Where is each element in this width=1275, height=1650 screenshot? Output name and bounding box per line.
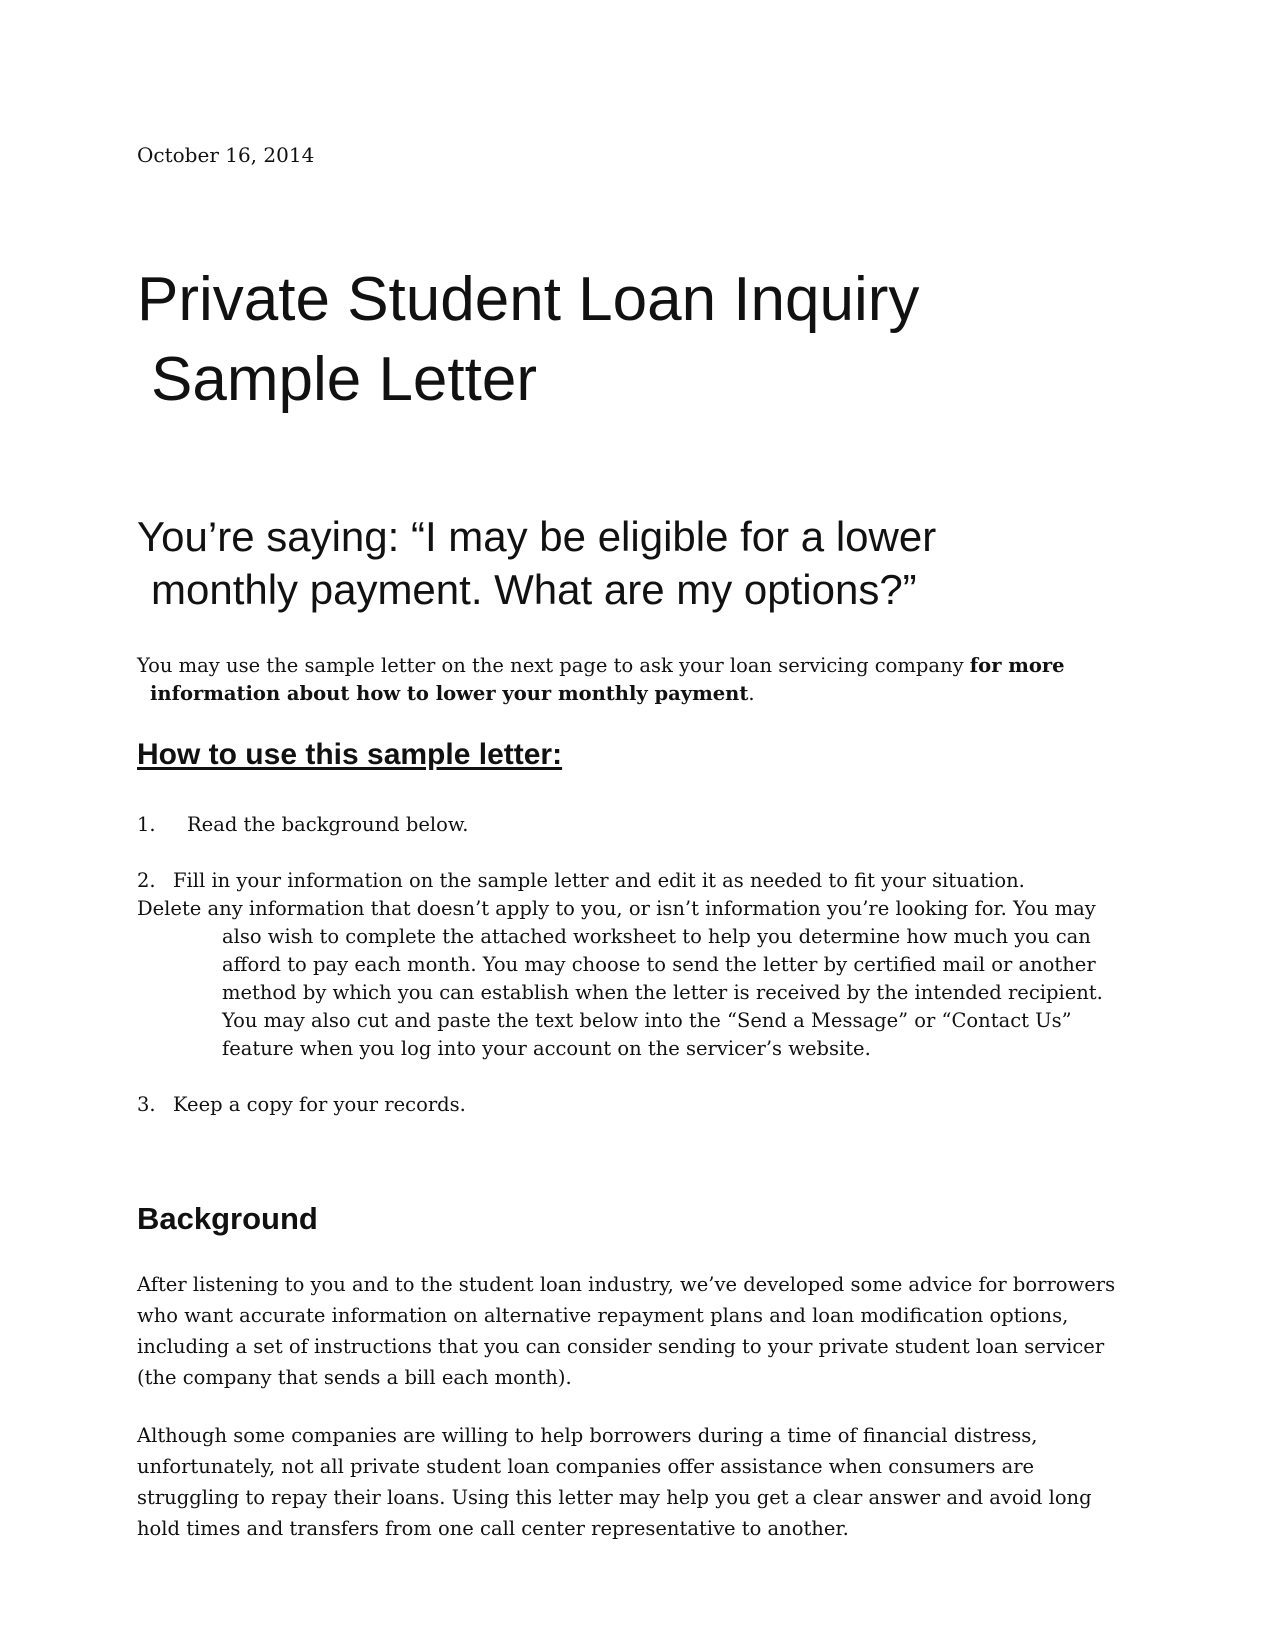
step-2-continuation xyxy=(137,895,1103,1063)
intro-line-2 xyxy=(137,680,1147,708)
intro-line-1-bold: for more xyxy=(969,654,1065,677)
intro-line-1 xyxy=(137,652,1147,680)
paragraph-line: (the company that sends a bill each month). xyxy=(137,1366,572,1389)
intro-line-2-end: . xyxy=(748,682,755,705)
step-2-cont-line: also wish to complete the attached worksheet to help you determine how much you can xyxy=(222,925,1091,948)
step-2 xyxy=(137,867,1025,895)
step-2-cont-line: feature when you log into your account on the servicer’s website. xyxy=(222,1037,871,1060)
title-line-1: Private Student Loan Inquiry xyxy=(137,265,920,334)
step-1 xyxy=(137,811,468,839)
intro-line-2-bold: information about how to lower your monthly payment xyxy=(150,682,749,705)
title-line-2: Sample Letter xyxy=(151,345,537,414)
subtitle-line-2: monthly payment. What are my options?” xyxy=(151,566,917,613)
step-3-text: Keep a copy for your records. xyxy=(173,1093,466,1116)
intro-paragraph xyxy=(137,652,1147,708)
step-2-number: 2. xyxy=(137,869,156,892)
step-2-cont-line: Delete any information that doesn’t apply to you, or isn’t information you’re looking for. You may xyxy=(137,897,1096,920)
step-2-cont-line: method by which you can establish when the letter is received by the intended recipient. xyxy=(222,981,1103,1004)
step-1-number: 1. xyxy=(137,813,156,836)
paragraph-line: who want accurate information on alternative repayment plans and loan modification options, xyxy=(137,1304,1069,1327)
howto-heading: How to use this sample letter: xyxy=(137,738,563,771)
step-2-cont-line: You may also cut and paste the text below into the “Send a Message” or “Contact Us” xyxy=(222,1009,1072,1032)
paragraph-line: After listening to you and to the student loan industry, we’ve developed some advice for borrowers xyxy=(137,1273,1116,1296)
background-paragraph-1 xyxy=(137,1269,1147,1393)
paragraph-line: Although some companies are willing to help borrowers during a time of financial distress, xyxy=(137,1424,1038,1447)
background-paragraph-2 xyxy=(137,1420,1147,1544)
paragraph-line: including a set of instructions that you can consider sending to your private student loan servicer xyxy=(137,1335,1105,1358)
subtitle-line-1: You’re saying: “I may be eligible for a lower xyxy=(137,513,937,560)
paragraph-line: hold times and transfers from one call center representative to another. xyxy=(137,1517,849,1540)
step-3-number: 3. xyxy=(137,1093,156,1116)
paragraph-line: struggling to repay their loans. Using this letter may help you get a clear answer and avoid long xyxy=(137,1486,1092,1509)
step-3 xyxy=(137,1091,466,1119)
paragraph-line: unfortunately, not all private student loan companies offer assistance when consumers are xyxy=(137,1455,1035,1478)
step-1-text: Read the background below. xyxy=(187,813,469,836)
page-title xyxy=(137,260,919,420)
page-subtitle xyxy=(137,510,936,616)
intro-line-1-text: You may use the sample letter on the next page to ask your loan servicing company xyxy=(137,654,970,677)
step-2-text: Fill in your information on the sample letter and edit it as needed to fit your situation. xyxy=(173,869,1025,892)
background-heading: Background xyxy=(137,1201,318,1236)
step-2-cont-line: afford to pay each month. You may choose to send the letter by certified mail or another xyxy=(222,953,1096,976)
letter-date: October 16, 2014 xyxy=(137,143,315,167)
